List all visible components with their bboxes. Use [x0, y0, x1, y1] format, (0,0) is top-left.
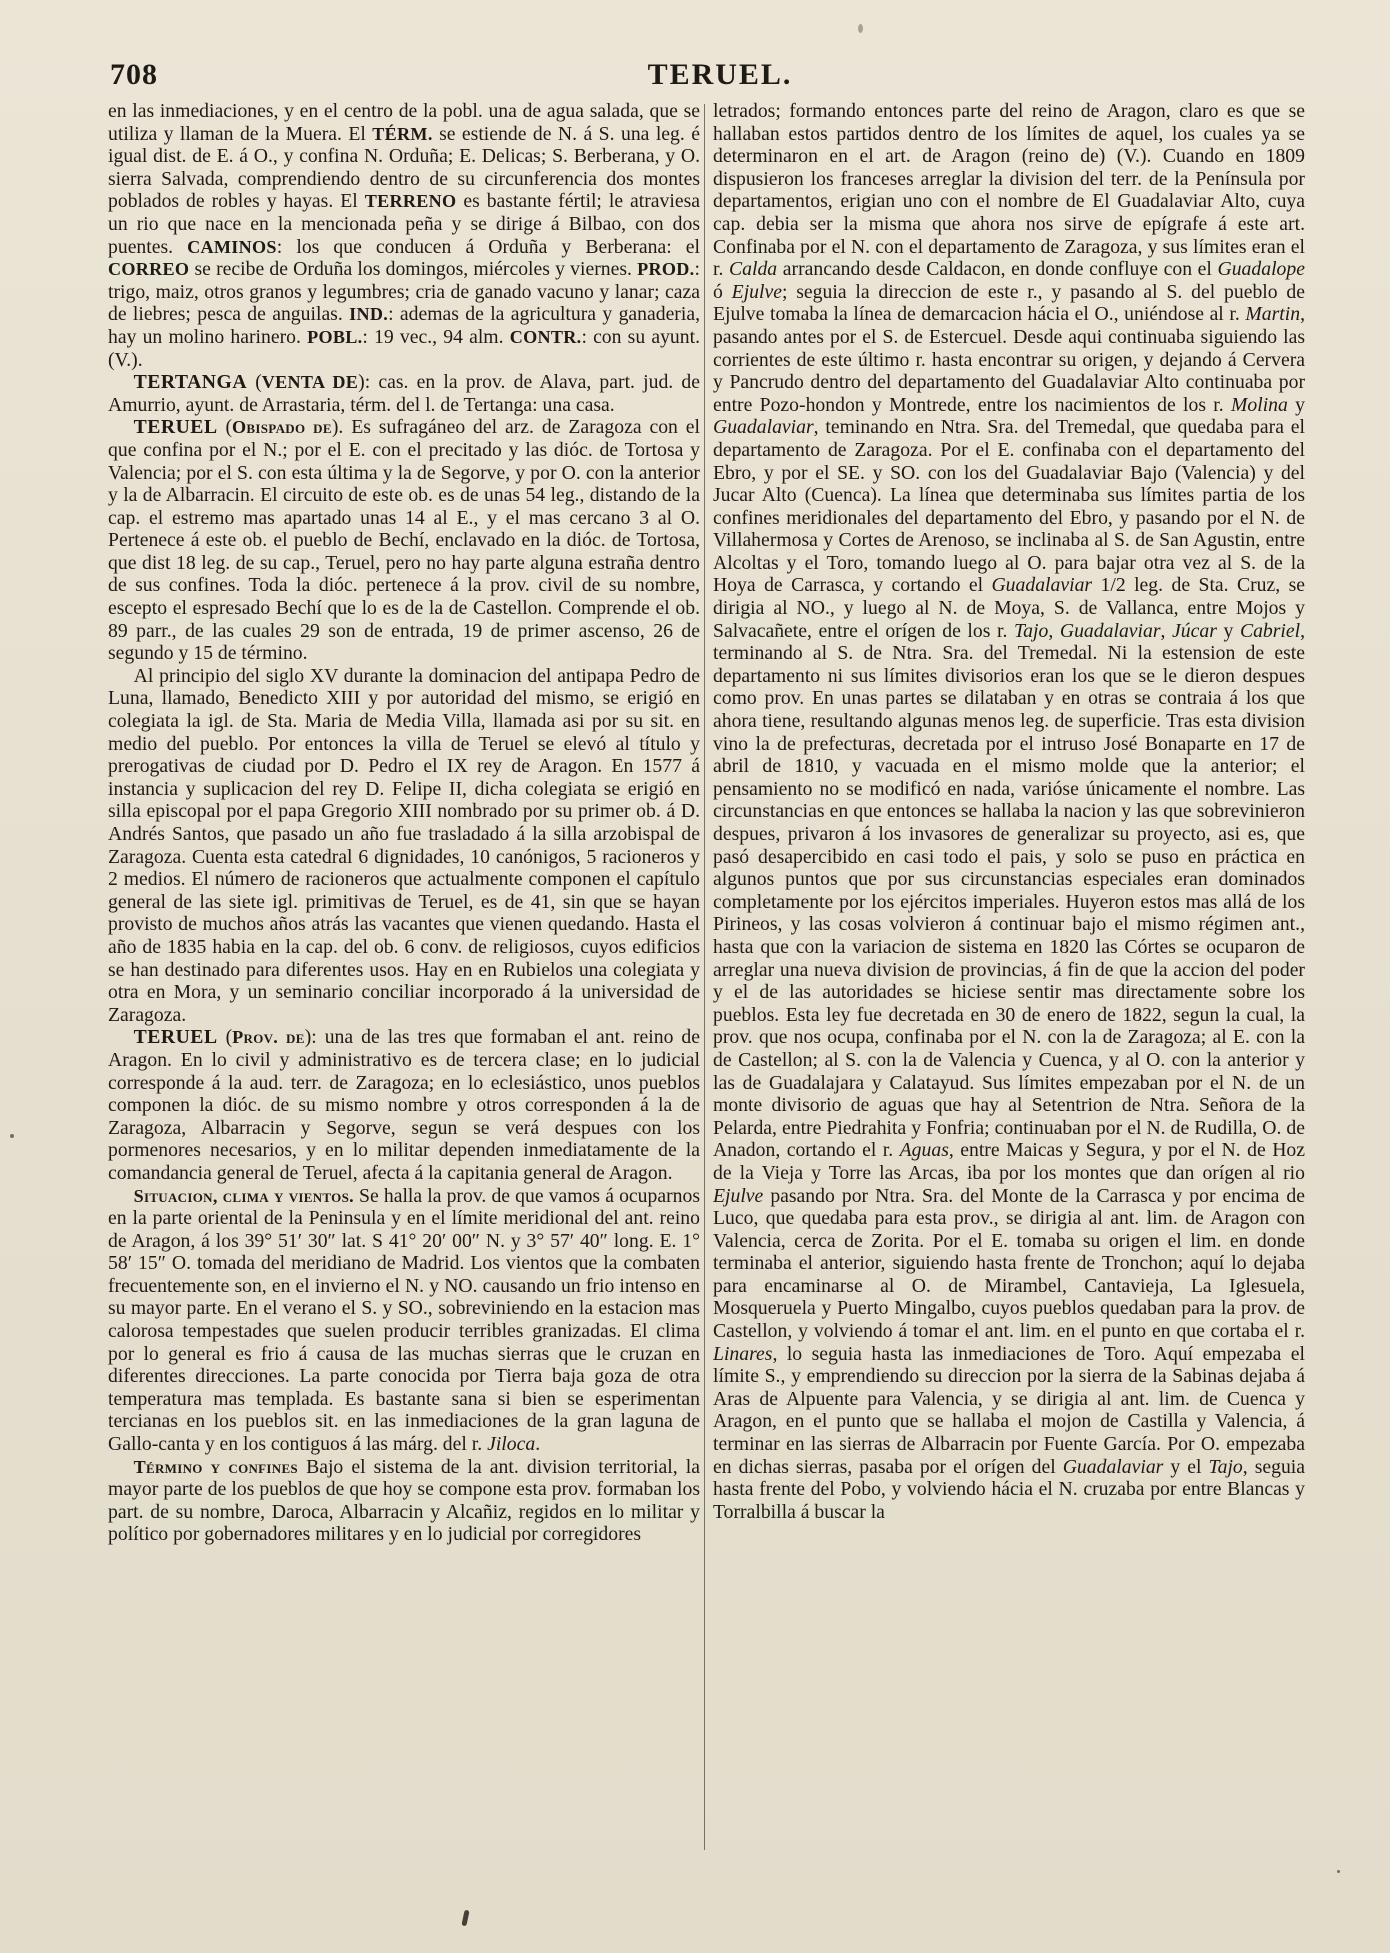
section-situacion-clima: Situacion, clima y vientos. Se halla la prov. de que vamos á ocuparnos en la parte oriental de la Peninsula y en el límite meridional del ant. reino de Aragon, á los 39° 51′ 30″ lat. S 41° 20′ 00″ N. y 3° 57′ 40″ long. E. 1° 58′ 15″ O. tomada del meridiano de Madrid. Los vientos que la combaten frecuentemente son, en el invierno el N. y NO. causando un frio intenso en su mayor parte. En el verano el S. y SO., sobreviniendo en la estacion mas calorosa tempestades que suelen producir terribles granizadas. El clima por lo general es frio á causa de las muchas sierras que le cruzan en diferentes direcciones. La parte conocida por Tierra baja goza de otra temperatura mas templada. Es bastante sana si bien se esperimentan tercianas en los pueblos sit. en las inmediaciones de la gran laguna de Gallo-canta y en los contiguos á las márg. del r. Jiloca. — [108, 1184, 700, 1456]
paragraph-history: Al principio del siglo XV durante la dominacion del antipapa Pedro de Luna, llamado, Benedicto XIII y por autoridad del mismo, se erigió en colegiata la igl. de Sta. Maria de Media Villa, llamada asi por su sit. en medio del pueblo. Por entonces la villa de Teruel se elevó al título y prerogativas de ciudad por D. Pedro el IX rey de Aragon. En 1577 á instancia y suplicacion del rey D. Felipe II, dicha colegiata se erigió en silla episcopal por el papa Gregorio XIII nombrado por su primer ob. á D. Andrés Santos, que pasado un año fue trasladado á la silla arzobispal de Zaragoza. Cuenta esta catedral 6 dignidades, 10 canónigos, 5 racioneros y 2 medios. El número de racioneros que actualmente componen el capítulo general de las siete igl. primitivas de Teruel, es de 41, sin que se hayan provisto de muchos años atrás las vacantes que vienen quedando. Hasta el año de 1835 habia en la cap. del ob. 6 conv. de religiosos, cuyos edificios se han destinado para diferentes usos. Hay en en Rubielos una colegiata y otra en Mora, y un seminario conciliar incorporado á la universidad de Zaragoza. — [108, 664, 700, 1026]
ink-speck — [1337, 1870, 1340, 1873]
section-heading: Término y confines — [133, 1456, 298, 1477]
paragraph-continuation: en las inmediaciones, y en el centro de la pobl. una de agua salada, que se utiliza y llaman de la Muera. El TÉRM. se estiende de N. á S. una leg. é igual dist. de E. á O., y confina N. Orduña; E. Delicas; S. Berberana, y O. sierra Salvada, comprendiendo dentro de su circunferencia dos montes poblados de robles y hayas. El TERRENO es bastante fértil; le atraviesa un rio que nace en la mencionada peña y se dirige á Bilbao, con dos puentes. CAMINOS: los que conducen á Orduña y Berberana: el CORREO se recibe de Orduña los domingos, miércoles y viernes. PROD.: trigo, maiz, otros granos y legumbres; cria de ganado vacuno y lanar; caza de liebres; pesca de anguilas. IND.: ademas de la agricultura y ganaderia, hay un molino harinero. POBL.: 19 vec., 94 alm. CONTR.: con su ayunt. (V.). — [108, 100, 700, 371]
page-header — [110, 58, 1330, 98]
column-divider — [704, 104, 705, 1850]
entry-headword: TERTANGA — [133, 371, 248, 394]
section-termino-confines: Término y confines Bajo el sistema de la ant. division territorial, la mayor parte de los pueblos de que hoy se compone esta prov. formaban los part. de su nombre, Daroca, Albarracin y Alcañiz, regidos en lo militar y político por gobernadores militares y en lo judicial por corregidores — [108, 1455, 700, 1546]
entry-headword: TERUEL — [133, 1026, 218, 1049]
page-number: 708 — [110, 58, 158, 91]
ink-speck — [461, 1910, 469, 1927]
entry-teruel-provincia: TERUEL (Prov. de): una de las tres que formaban el ant. reino de Aragon. En lo civil y administrativo es de tercera clase; en lo judicial corresponde á la aud. terr. de Zaragoza; en lo eclesiástico, unos pueblos componen la dióc. de su mismo nombre y otros corresponden á la de Zaragoza, Albarracin y Segorve, segun se verá despues con los pormenores necesarios, y en lo militar dependen inmediatamente de la comandancia general de Teruel, afecta á la capitania general de Aragon. — [108, 1026, 700, 1184]
entry-teruel-obispado: TERUEL (Obispado de). Es sufragáneo del arz. de Zaragoza con el que confina por el N.; por el E. con el precitado y las dióc. de Tortosa y Valencia; por el S. con esta última y la de Segorve, y por O. con la anterior y la de Albarracin. El circuito de este ob. es de unas 54 leg., distando de la cap. el estremo mas apartado unas 14 al E., y el mas cercano 3 al O. Pertenece á este ob. el pueblo de Bechí, enclavado en la dióc. de Tortosa, que dist 18 leg. de su cap., Teruel, pero no hay parte alguna estraña dentro de sus confines. Toda la dióc. pertenece á la prov. civil de su nombre, escepto el espresado Bechí que lo es de la de Castellon. Comprende el ob. 89 parr., de las cuales 29 son de entrada, 19 de primer ascenso, 26 de segundo y 15 de término. — [108, 416, 700, 665]
right-column — [713, 100, 1305, 1900]
entry-headword: TERUEL — [133, 416, 218, 439]
left-column — [108, 100, 700, 1900]
running-head: TERUEL. — [647, 58, 793, 91]
paragraph-continuation: letrados; formando entonces parte del reino de Aragon, claro es que se hallaban estos partidos dentro de los límites de aquel, los cuales ya se determinaron en el art. de Aragon (reino de) (V.). Cuando en 1809 dispusieron los franceses arreglar la division del terr. de la Península por departamentos, erigian uno con el nombre de El Guadalaviar Alto, cuya cap. debia ser la misma que ahora nos sirve de epígrafe á este art. Confinaba por el N. con el departamento de Zaragoza, y sus límites eran el r. Calda arrancando desde Caldacon, en donde confluye con el Guadalope ó Ejulve; seguia la direccion de este r., y pasando al S. del pueblo de Ejulve tomaba la línea de demarcacion hácia el O., uniéndose al r. Martin, pasando antes por el S. de Estercuel. Desde aqui continuaba siguiendo las corrientes de este último r. hasta encontrar su origen, y dejando á Cervera y Pancrudo dentro del departamento del Guadalaviar Alto continuaba por entre Pozo-hondon y Montrede, entre los nacimientos de los r. Molina y Guadalaviar, teminando en Ntra. Sra. del Tremedal, que quedaba para el departamento de Zaragoza. Por el E. confinaba con el departamento del Ebro, y por el SE. y SO. con los del Guadalaviar Bajo (Valencia) y del Jucar Alto (Cuenca). La línea que determinaba sus límites partia de los confines meridionales del departamento del Ebro, y pasando por el N. de Villahermosa y Cortes de Arenoso, se inclinaba al S. de San Agustin, entre Alcoltas y el Toro, tomando luego al O. para bajar otra vez al S. de la Hoya de Carrasca, y cortando el Guadalaviar 1/2 leg. de Sta. Cruz, se dirigia al NO., y luego al N. de Moya, S. de Vallanca, entre Mojos y Salvacañete, entre el orígen de los r. Tajo, Guadalaviar, Júcar y Cabriel, terminando al S. de Ntra. Sra. del Tremedal. Ni la estension de este departamento ni sus límites divisorios eran los que se le dieron despues como prov. En unas partes se dilataban y en otras se contraia á los que ahora tiene, resultando algunas menos leg. de superficie. Tras esta division vino la de prefecturas, decretada por el intruso José Bonaparte en 17 de abril de 1810, y vacuada en el mismo molde que la anterior; el pensamiento no se modificó en nada, varióse únicamente el nombre. Las circunstancias en que entonces se hallaba la nacion y las que sobrevinieron despues, privaron á los invasores de generalizar su proyecto, asi es, que pasó desapercibido en casi todo el pais, y solo se puso en práctica en algunos puntos que por sus circunstancias especiales eran dominados completamente por los ejércitos imperiales. Huyeron estos mas allá de los Pirineos, y las cosas volvieron á continuar bajo el mismo régimen ant., hasta que con la variacion de sistema en 1820 las Córtes se ocuparon de arreglar una nueva division de provincias, á fin de que la accion del poder y el de las autoridades se hiciese sentir mas directamente sobre los pueblos. Esta ley fue decretada en 30 de enero de 1822, segun la cual, la prov. que nos ocupa, confinaba por el N. con la de Zaragoza; al E. con la de Castellon; al S. con la de Valencia y Cuenca, y al O. con la anterior y las de Guadalajara y Calatayud. Sus límites empezaban por el N. de un monte divisorio de aguas que hay al Setentrion de Ntra. Señora de la Pelarda, entre Piedrahita y Fonfria; continuaban por el N. de Rudilla, O. de Anadon, cortando el r. Aguas, entre Maicas y Segura, y por el N. de Hoz de la Vieja y Torre las Arcas, iba por los montes que dan orígen al rio Ejulve pasando por Ntra. Sra. del Monte de la Carrasca y por encima de Luco, que quedaba para esta prov., se dirigia al ant. lim. de Aragon con Valencia, cerca de Zorita. Por el E. tomaba su origen el lim. en donde terminaba el anterior, siguiendo hasta frente de Tronchon; aquí lo dejaba para encaminarse al O. de Mirambel, Cantavieja, La Iglesuela, Mosqueruela y Puerto Mingalbo, cuyos pueblos quedaban para la prov. de Castellon, y volviendo á tomar el ant. lim. en el punto en que cortaba el r. Linares, lo seguia hasta las inmediaciones de Toro. Aquí empezaba el límite S., y emprendiendo su direccion por la sierra de la Sabinas dejaba á Aras de Alpuente para Valencia, y se dirigia al ant. lim. de Cuenca y Aragon, en el punto que se hallaba el mojon de Castilla y Valencia, á terminar en las sierras de Albarracin por Fuente García. Por O. empezaba en dichas sierras, pasaba por el orígen del Guadalaviar y el Tajo, seguia hasta frente del Pobo, y volviendo hácia el N. cruzaba por entre Blancas y Torralbilla á buscar la — [713, 100, 1305, 1523]
ink-speck — [858, 24, 863, 33]
ink-speck — [10, 1134, 14, 1138]
section-heading: Situacion, clima y vientos. — [133, 1185, 354, 1206]
entry-tertanga: TERTANGA (VENTA DE): cas. en la prov. de Alava, part. jud. de Amurrio, ayunt. de Arrastaria, térm. del l. de Tertanga: una casa. — [108, 371, 700, 416]
